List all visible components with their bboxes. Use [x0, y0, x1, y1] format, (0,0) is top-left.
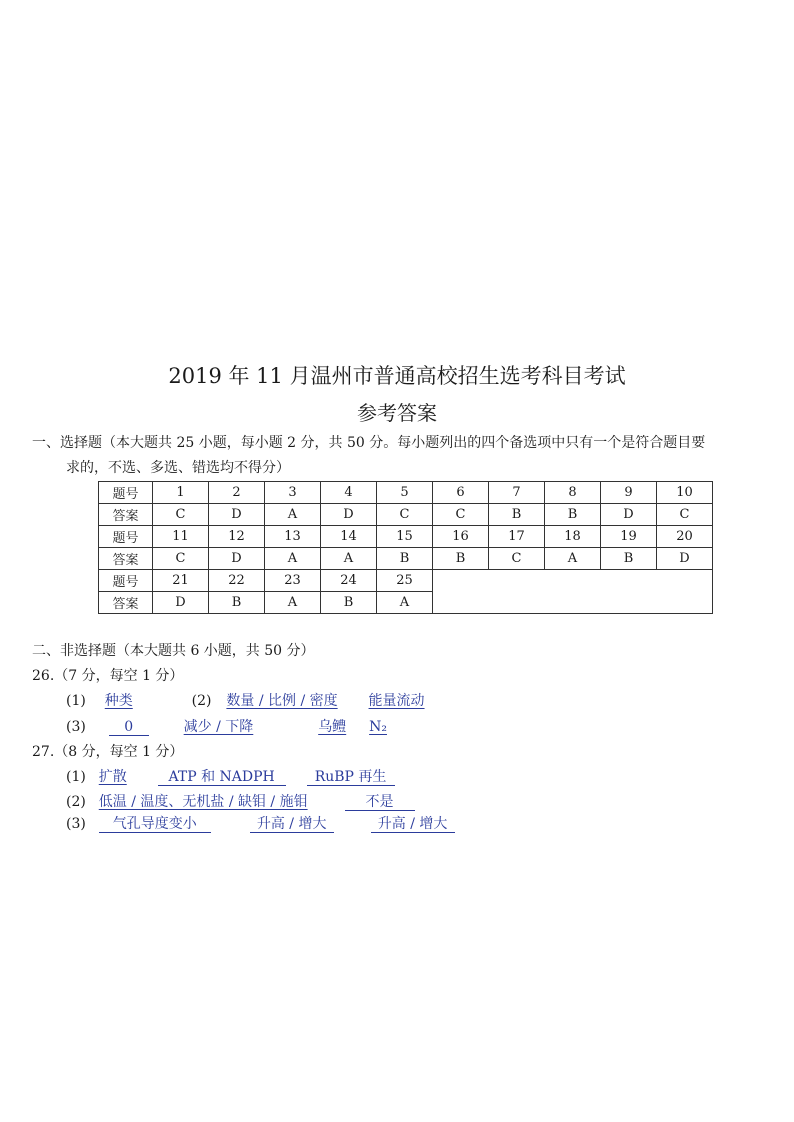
q27-answer-1: 扩散	[98, 769, 127, 785]
table-cell: 18	[545, 526, 601, 548]
table-cell: A	[265, 504, 321, 526]
table-cell: A	[321, 548, 377, 570]
row-label-question: 题号	[99, 482, 153, 504]
q26-heading: 26.（7 分，每空 1 分）	[32, 668, 184, 684]
table-cell: B	[489, 504, 545, 526]
q27-row1	[66, 766, 395, 786]
q26-answer-6: 乌鳢	[318, 719, 347, 735]
table-cell: B	[209, 592, 265, 614]
q27-row2	[66, 791, 415, 811]
q26-part2-number: (2)	[191, 693, 212, 709]
q26-answer-1: 种类	[104, 693, 133, 709]
table-cell: 9	[601, 482, 657, 504]
q27-row3	[66, 816, 455, 833]
q27-answer-2: ATP 和 NADPH	[158, 769, 286, 786]
row-label-answer: 答案	[99, 548, 153, 570]
answer-table	[98, 481, 713, 614]
q27-answer-4: 低温 / 温度、无机盐 / 缺钼 / 施钼	[98, 794, 308, 810]
table-cell: 4	[321, 482, 377, 504]
table-cell: 6	[433, 482, 489, 504]
q26-part3-number: (3)	[66, 719, 86, 735]
table-cell: B	[601, 548, 657, 570]
section2-heading: 二、非选择题（本大题共 6 小题，共 50 分）	[32, 643, 315, 659]
row-label-answer: 答案	[99, 592, 153, 614]
table-row	[99, 482, 713, 504]
table-cell: D	[153, 592, 209, 614]
table-cell: 14	[321, 526, 377, 548]
table-cell: B	[545, 504, 601, 526]
table-cell: 23	[265, 570, 321, 592]
table-cell: 20	[657, 526, 713, 548]
section1-instructions-line1: 一、选择题（本大题共 25 小题，每小题 2 分，共 50 分。每小题列出的四个备选项中只有一个是符合题目要	[32, 435, 706, 451]
table-row	[99, 570, 713, 592]
table-cell: 11	[153, 526, 209, 548]
table-row	[99, 548, 713, 570]
q26-answer-7: N₂	[369, 719, 387, 735]
q27-answer-5: 不是	[345, 794, 415, 811]
table-row	[99, 504, 713, 526]
table-cell: 24	[321, 570, 377, 592]
table-cell: D	[657, 548, 713, 570]
table-cell: B	[433, 548, 489, 570]
table-cell: 5	[377, 482, 433, 504]
row-label-answer: 答案	[99, 504, 153, 526]
table-cell: C	[489, 548, 545, 570]
table-empty-cell	[433, 570, 713, 614]
table-cell: 10	[657, 482, 713, 504]
q26-part1-number: (1)	[66, 693, 86, 709]
q27-answer-8: 升高 / 增大	[371, 816, 455, 833]
table-cell: 13	[265, 526, 321, 548]
table-cell: C	[657, 504, 713, 526]
table-cell: C	[433, 504, 489, 526]
q27-heading: 27.（8 分，每空 1 分）	[32, 744, 184, 760]
table-cell: C	[377, 504, 433, 526]
table-cell: 8	[545, 482, 601, 504]
table-cell: 12	[209, 526, 265, 548]
q26-answer-3: 能量流动	[368, 693, 425, 709]
q26-answer-5: 减少 / 下降	[183, 719, 254, 735]
q27-part1-number: (1)	[66, 769, 86, 785]
table-cell: 2	[209, 482, 265, 504]
q26-answer-2: 数量 / 比例 / 密度	[226, 693, 338, 709]
q27-part3-number: (3)	[66, 816, 86, 832]
row-label-question: 题号	[99, 526, 153, 548]
q27-answer-7: 升高 / 增大	[250, 816, 334, 833]
q27-answer-6: 气孔导度变小	[99, 816, 211, 833]
section1-instructions-line2: 求的，不选、多选、错选均不得分）	[66, 460, 290, 476]
table-cell: 15	[377, 526, 433, 548]
table-cell: 22	[209, 570, 265, 592]
table-cell: D	[209, 548, 265, 570]
table-cell: B	[377, 548, 433, 570]
table-cell: 25	[377, 570, 433, 592]
table-cell: 16	[433, 526, 489, 548]
table-cell: C	[153, 504, 209, 526]
table-cell: 17	[489, 526, 545, 548]
table-cell: A	[265, 592, 321, 614]
table-cell: 19	[601, 526, 657, 548]
table-cell: C	[153, 548, 209, 570]
q26-row2	[66, 716, 387, 736]
table-cell: 7	[489, 482, 545, 504]
table-cell: A	[545, 548, 601, 570]
q27-part2-number: (2)	[66, 794, 86, 810]
table-cell: A	[265, 548, 321, 570]
q27-answer-3: RuBP 再生	[307, 769, 395, 786]
table-cell: B	[321, 592, 377, 614]
table-cell: D	[209, 504, 265, 526]
table-row	[99, 526, 713, 548]
q26-row1	[66, 690, 425, 710]
table-cell: 1	[153, 482, 209, 504]
page-title: 2019 年 11 月温州市普通高校招生选考科目考试	[168, 364, 626, 388]
q26-answer-4: 0	[109, 719, 149, 736]
row-label-question: 题号	[99, 570, 153, 592]
table-cell: 21	[153, 570, 209, 592]
table-cell: D	[601, 504, 657, 526]
page-subtitle: 参考答案	[357, 401, 437, 425]
table-cell: D	[321, 504, 377, 526]
table-cell: 3	[265, 482, 321, 504]
table-cell: A	[377, 592, 433, 614]
